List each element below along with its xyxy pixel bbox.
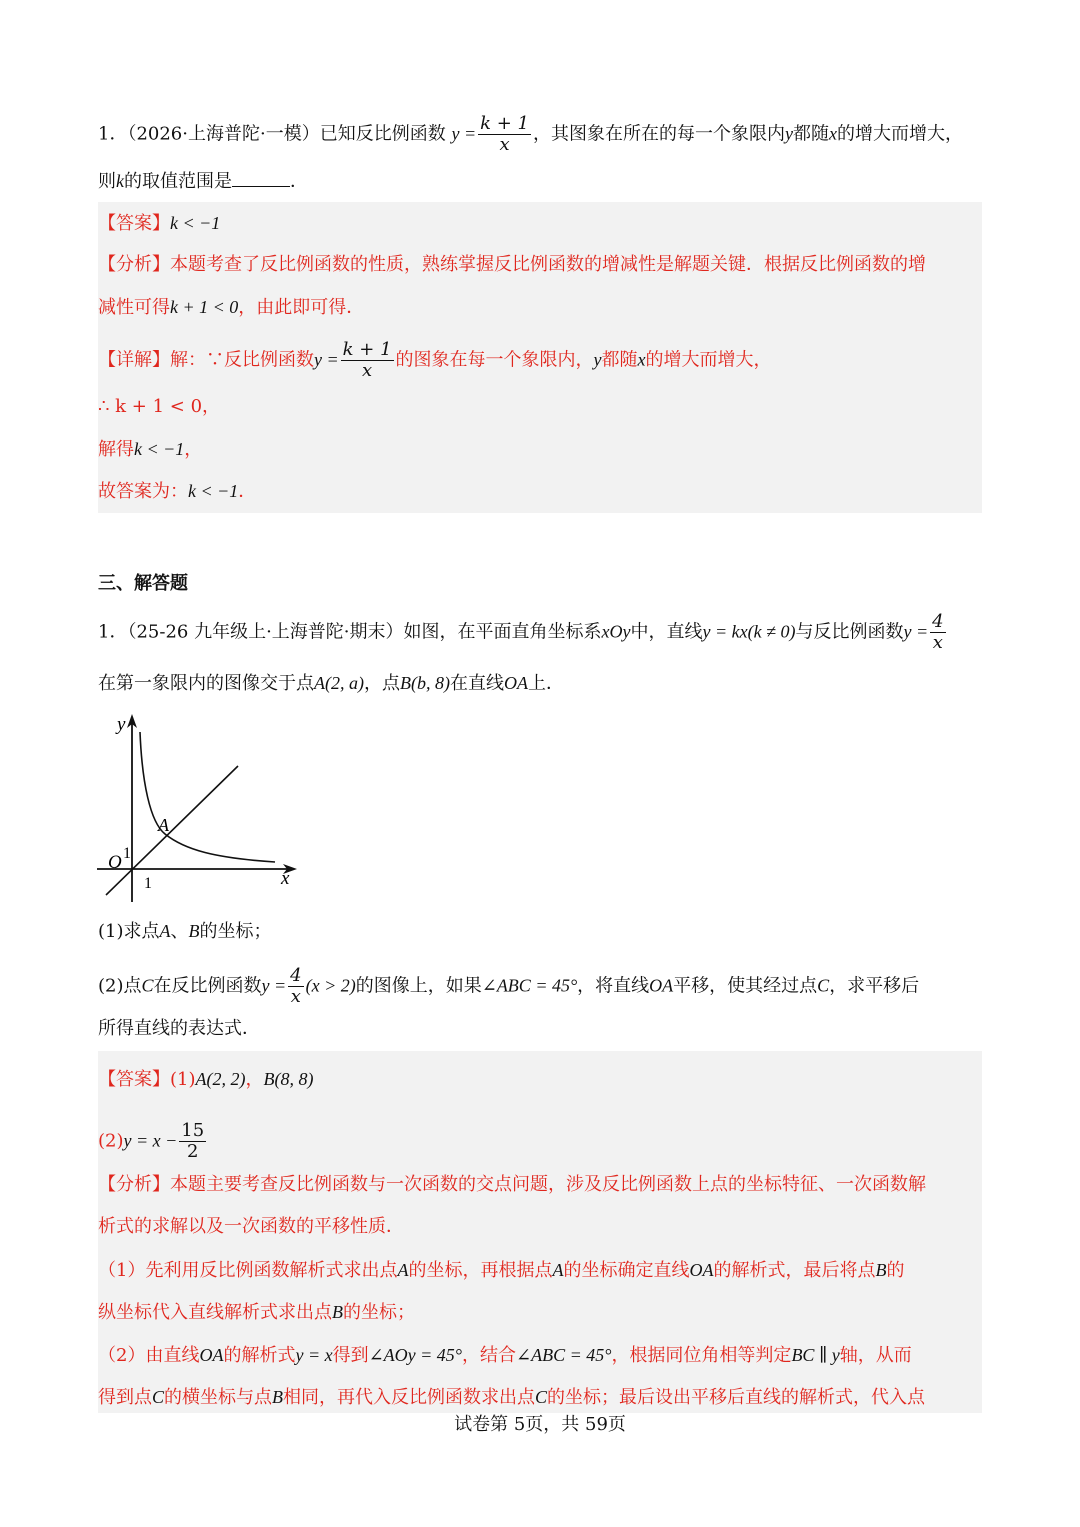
fill-question-line-2: 则k的取值范围是 ． [98,166,982,197]
fill-analysis-line-2: 减性可得k + 1 < 0，由此即可得． [98,297,365,318]
solve-p1-line-1: （1）先利用反比例函数解析式求出点A的坐标，再根据点A的坐标确定直线OA的解析式，最后将点B的 [98,1260,905,1281]
solve-part-2-line-2: 所得直线的表达式． [98,1018,260,1039]
fill-step-2: 解得k < −1， [98,439,203,460]
fill-answer: 【答案】k < −1 [98,213,221,234]
line-oa [106,766,238,895]
label-o: O [108,852,122,873]
label-x: x [281,868,290,889]
solve-question-line-2: 在第一象限内的图像交于点A(2, a)，点B(b, 8)在直线OA上． [98,673,564,694]
label-1-x: 1 [144,875,152,892]
fill-step-1: ∴ k + 1 < 0， [98,396,221,417]
coordinate-graph [95,712,305,907]
solve-part-2-line-1: (2)点C在反比例函数y = $\frac{4}{x}$ (x > 2)的图像上，如果∠ABC = 45°，将直线OA平移，使其经过点C，求平移后 [98,965,920,1007]
func-y: y = [451,123,477,144]
section-title: 三、解答题 [98,573,188,594]
solve-part-1: (1)求点A、B的坐标； [98,921,272,942]
fill-analysis-line-1: 【分析】本题考查了反比例函数的性质，熟练掌握反比例函数的增减性是解题关键．根据反比例函数的增 [98,254,926,275]
solve-answer-2: (2)y = x − $\frac{15}{2}$ [98,1120,205,1162]
page-footer: 试卷第 5页，共 59页 [454,1414,626,1435]
solve-question-line-1: 1．（25-26 九年级上·上海普陀·期末）如图，在平面直角坐标系xOy中，直线y = kx(k ≠ 0)与反比例函数y = $\frac{4}{x}$ [98,611,944,653]
solve-analysis-line-1: 【分析】本题主要考查反比例函数与一次函数的交点问题，涉及反比例函数上点的坐标特征、一次函数解 [98,1174,926,1195]
label-a: A [158,815,169,835]
fill-detail-line-1: 【详解】解：∵反比例函数y = $\frac{k + 1}{x}$ 的图象在每一个象限内，y都随x的增大而增大， [98,339,772,381]
answer-blank [232,168,290,187]
solve-p1-line-2: 纵坐标代入直线解析式求出点B的坐标； [98,1302,415,1323]
fill-step-3: 故答案为：k < −1． [98,481,257,502]
label-1-y: 1 [123,845,131,862]
solve-p2-line-2: 得到点C的横坐标与点B相同，再代入反比例函数求出点C的坐标；最后设出平移后直线的解析式，代入点 [98,1387,926,1408]
func-fraction: $\frac{k + 1}{x}$ [480,113,529,155]
fill-question-line-1: 1．（2026·上海普陀·一模）已知反比例函数 y = $\frac{k + 1}{x}$ ，其图象在所在的每一个象限内y都随x的增大而增大， [98,113,963,155]
solve-p2-line-1: （2）由直线OA的解析式y = x得到∠AOy = 45°，结合∠ABC = 45°，根据同位角相等判定BC ∥ y轴，从而 [98,1345,912,1366]
solve-analysis-line-2: 析式的求解以及一次函数的平移性质． [98,1216,404,1237]
label-y: y [117,714,126,735]
solve-answer-1: 【答案】(1)A(2, 2)，B(8, 8) [98,1069,314,1090]
